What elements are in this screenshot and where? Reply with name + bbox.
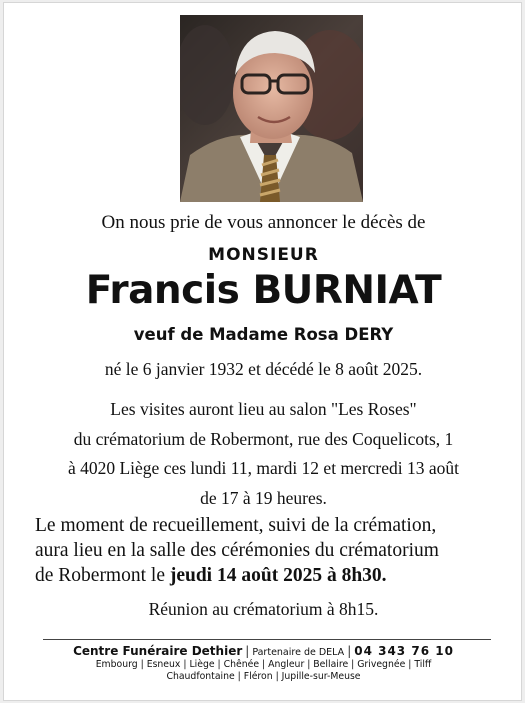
announcement-text: On nous prie de vous annoncer le décès de <box>101 212 426 233</box>
partner-text: Partenaire de DELA <box>252 647 345 658</box>
portrait-photo <box>180 15 363 202</box>
ceremony-line <box>35 563 495 588</box>
funeral-home-name: Centre Funéraire Dethier <box>73 644 243 658</box>
locations-line: Chaudfontaine | Fléron | Jupille-sur-Meuse <box>166 671 361 682</box>
ceremony-date-prefix: de Robermont le <box>35 565 170 586</box>
deceased-name: Francis BURNIAT <box>85 268 442 313</box>
obituary-sheet <box>3 2 522 701</box>
ceremony-line: Le moment de recueillement, suivi de la crémation, <box>35 515 437 536</box>
phone-number: 04 343 76 10 <box>354 644 454 658</box>
birth-death-dates: né le 6 janvier 1932 et décédé le 8 août 2025. <box>104 359 423 379</box>
separator: | <box>347 644 352 658</box>
visits-paragraph <box>1 395 525 513</box>
ceremony-line: aura lieu en la salle des cérémonies du crématorium <box>35 540 439 561</box>
footer-divider <box>43 639 491 640</box>
ceremony-date: jeudi 14 août 2025 à 8h30. <box>169 565 387 586</box>
visits-line: à 4020 Liège ces lundi 11, mardi 12 et mercredi 13 août <box>67 458 460 478</box>
widow-line: veuf de Madame Rosa DERY <box>133 325 394 344</box>
honorific-title: MONSIEUR <box>208 245 319 265</box>
ceremony-paragraph <box>35 513 495 588</box>
reunion-text: Réunion au crématorium à 8h15. <box>148 599 379 619</box>
locations-line: Embourg | Esneux | Liège | Chênée | Angleur | Bellaire | Grivegnée | Tilff <box>95 659 432 670</box>
visits-line: du crématorium de Robermont, rue des Coquelicots, 1 <box>73 428 454 449</box>
separator: | <box>245 644 250 658</box>
visits-line: Les visites auront lieu au salon "Les Roses" <box>110 399 417 419</box>
visits-line: de 17 à 19 heures. <box>200 487 327 508</box>
funeral-home-line <box>1 644 525 658</box>
